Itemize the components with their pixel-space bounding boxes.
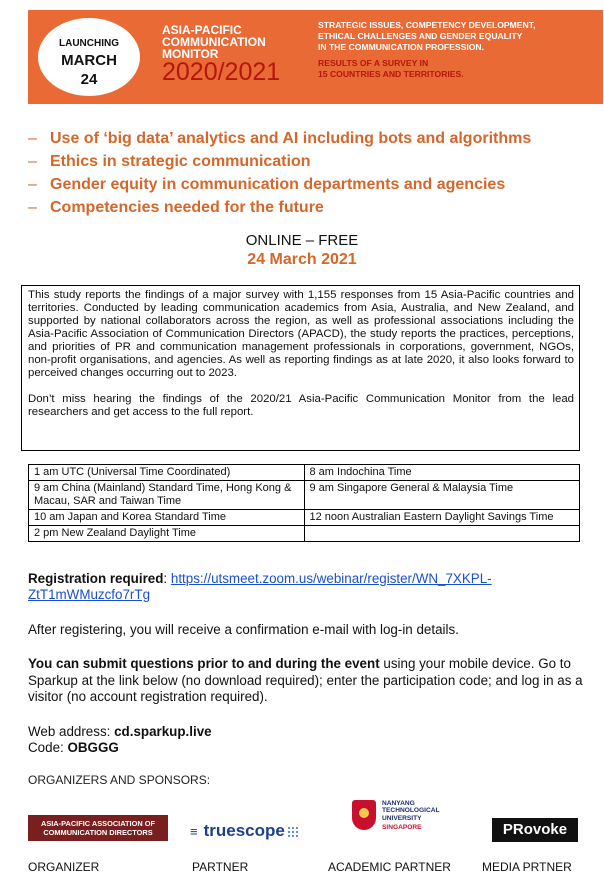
banner-title-line: ASIA-PACIFIC: [162, 23, 242, 37]
truescope-dots-icon: [287, 826, 299, 838]
truescope-name: truescope: [203, 821, 285, 840]
topic-text: Gender equity in communication departments and agencies: [50, 176, 506, 193]
topic-item: [28, 150, 598, 173]
banner-desc-line: IN THE COMMUNICATION PROFESSION.: [318, 42, 484, 53]
topic-item: [28, 196, 598, 219]
launch-day: 24: [80, 71, 98, 88]
participation-code: OBGGG: [67, 739, 119, 755]
registration: [28, 571, 588, 603]
ntu-line: UNIVERSITY: [382, 814, 422, 822]
apacd-logo-line: ASIA-PACIFIC ASSOCIATION OF: [40, 819, 155, 828]
table-row: [29, 465, 580, 481]
ntu-singapore: SINGAPORE: [382, 824, 422, 831]
web-address-label: Web address:: [28, 724, 115, 739]
banner-description: [318, 20, 600, 54]
description-paragraph: This study reports the findings of a major survey with 1,155 responses from 15 Asia-Pacific countries and territories. Conducted by leading communication academics from Asia, Australia, and New Zealand, and supported by national collaborators across the region, as well as professional associations including the Asia-Pacific Association of Communication Directors (APACD), the study reports the practices, perceptions, and priorities of PR and communication management professionals in corporations, government, NGOs, non-profit organisations, and agencies. As well as reporting findings as at late 2020, it also looks forward to perceived changes occurring out to 2023.: [28, 289, 574, 379]
confirmation-note: After registering, you will receive a confirmation e-mail with log-in details.: [28, 622, 459, 637]
media-partner-label: MEDIA PRTNER: [482, 860, 572, 874]
banner-survey-line: RESULTS OF A SURVEY IN: [318, 58, 429, 68]
table-row: [29, 481, 580, 510]
banner-survey-line: 15 COUNTRIES AND TERRITORIES.: [318, 69, 464, 80]
code-label: Code:: [28, 739, 68, 755]
organizer-label: ORGANIZER: [28, 860, 100, 874]
topic-dash: –: [28, 153, 37, 170]
table-cell: 1 am UTC (Universal Time Coordinated): [29, 465, 305, 481]
event-date: 24 March 2021: [247, 251, 357, 268]
apacd-logo: [28, 815, 168, 841]
web-address[interactable]: cd.sparkup.live: [114, 724, 212, 739]
launch-badge: [38, 18, 140, 96]
topic-dash: –: [28, 199, 37, 216]
table-cell: 8 am Indochina Time: [304, 465, 580, 481]
event-banner: [28, 10, 603, 104]
sparkup-info: [28, 724, 588, 755]
banner-desc-line: STRATEGIC ISSUES, COMPETENCY DEVELOPMENT,: [318, 20, 536, 30]
study-description: [21, 285, 580, 451]
event-mode: ONLINE – FREE: [245, 232, 359, 249]
truescope-logo: [190, 821, 299, 841]
time-zone-table: [28, 464, 580, 542]
topic-text: Use of ‘big data’ analytics and AI including bots and algorithms: [50, 130, 532, 147]
topic-text: Competencies needed for the future: [50, 199, 324, 216]
questions-rest: using your mobile device. Go to Sparkup at the link below (no download required); enter the participation code; and log in as a visitor (no account registration required).: [28, 656, 583, 704]
topic-text: Ethics in strategic communication: [50, 153, 311, 170]
launch-word: LAUNCHING: [59, 38, 119, 49]
table-cell: 10 am Japan and Korea Standard Time: [29, 510, 305, 526]
ntu-line: NANYANG: [382, 800, 415, 807]
provoke-logo: PRovoke: [492, 818, 578, 842]
ntu-crest-icon: [352, 800, 376, 830]
apacd-logo-line: COMMUNICATION DIRECTORS: [43, 828, 153, 837]
code-line: [28, 740, 588, 756]
table-cell: 12 noon Australian Eastern Daylight Savings Time: [304, 510, 580, 526]
topic-item: [28, 173, 598, 196]
ntu-line: TECHNOLOGICAL: [382, 807, 440, 815]
table-cell: 9 am Singapore General & Malaysia Time: [304, 481, 580, 510]
table-cell: 2 pm New Zealand Daylight Time: [29, 526, 305, 542]
topic-dash: –: [28, 176, 37, 193]
table-row: [29, 510, 580, 526]
banner-title-line: MONITOR: [162, 47, 219, 61]
banner-year: 2020/2021: [162, 58, 281, 86]
banner-survey: [318, 58, 578, 80]
banner-desc-line: ETHICAL CHALLENGES AND GENDER EQUALITY: [318, 31, 523, 42]
ntu-logo: [352, 798, 462, 838]
topic-dash: –: [28, 130, 37, 147]
partner-label: PARTNER: [192, 860, 249, 874]
registration-sep: :: [163, 571, 171, 586]
banner-title: [162, 24, 312, 60]
web-address-line: [28, 724, 588, 740]
launch-month: MARCH: [61, 52, 117, 69]
table-cell: [304, 526, 580, 542]
topic-item: [28, 127, 598, 150]
organizers-title: ORGANIZERS AND SPONSORS:: [28, 773, 211, 787]
topic-list: [28, 127, 598, 219]
questions-note: [28, 656, 588, 706]
truescope-bars-icon: ≡: [190, 824, 198, 839]
table-row: [29, 526, 580, 542]
registration-link[interactable]: https://utsmeet.zoom.us/webinar/register/WN_7XKPL-ZtT1mWMuzcfo7rTg: [28, 571, 492, 602]
ntu-wordmark: [382, 800, 440, 822]
questions-bold: You can submit questions prior to and during the event: [28, 656, 380, 671]
description-paragraph: Don’t miss hearing the findings of the 2020/21 Asia-Pacific Communication Monitor from the lead researchers and get access to the full report.: [28, 393, 574, 418]
academic-partner-label: ACADEMIC PARTNER: [328, 860, 451, 874]
table-cell: 9 am China (Mainland) Standard Time, Hong Kong & Macau, SAR and Taiwan Time: [29, 481, 305, 510]
banner-title-line: COMMUNICATION: [162, 35, 266, 49]
registration-label: Registration required: [28, 571, 164, 586]
